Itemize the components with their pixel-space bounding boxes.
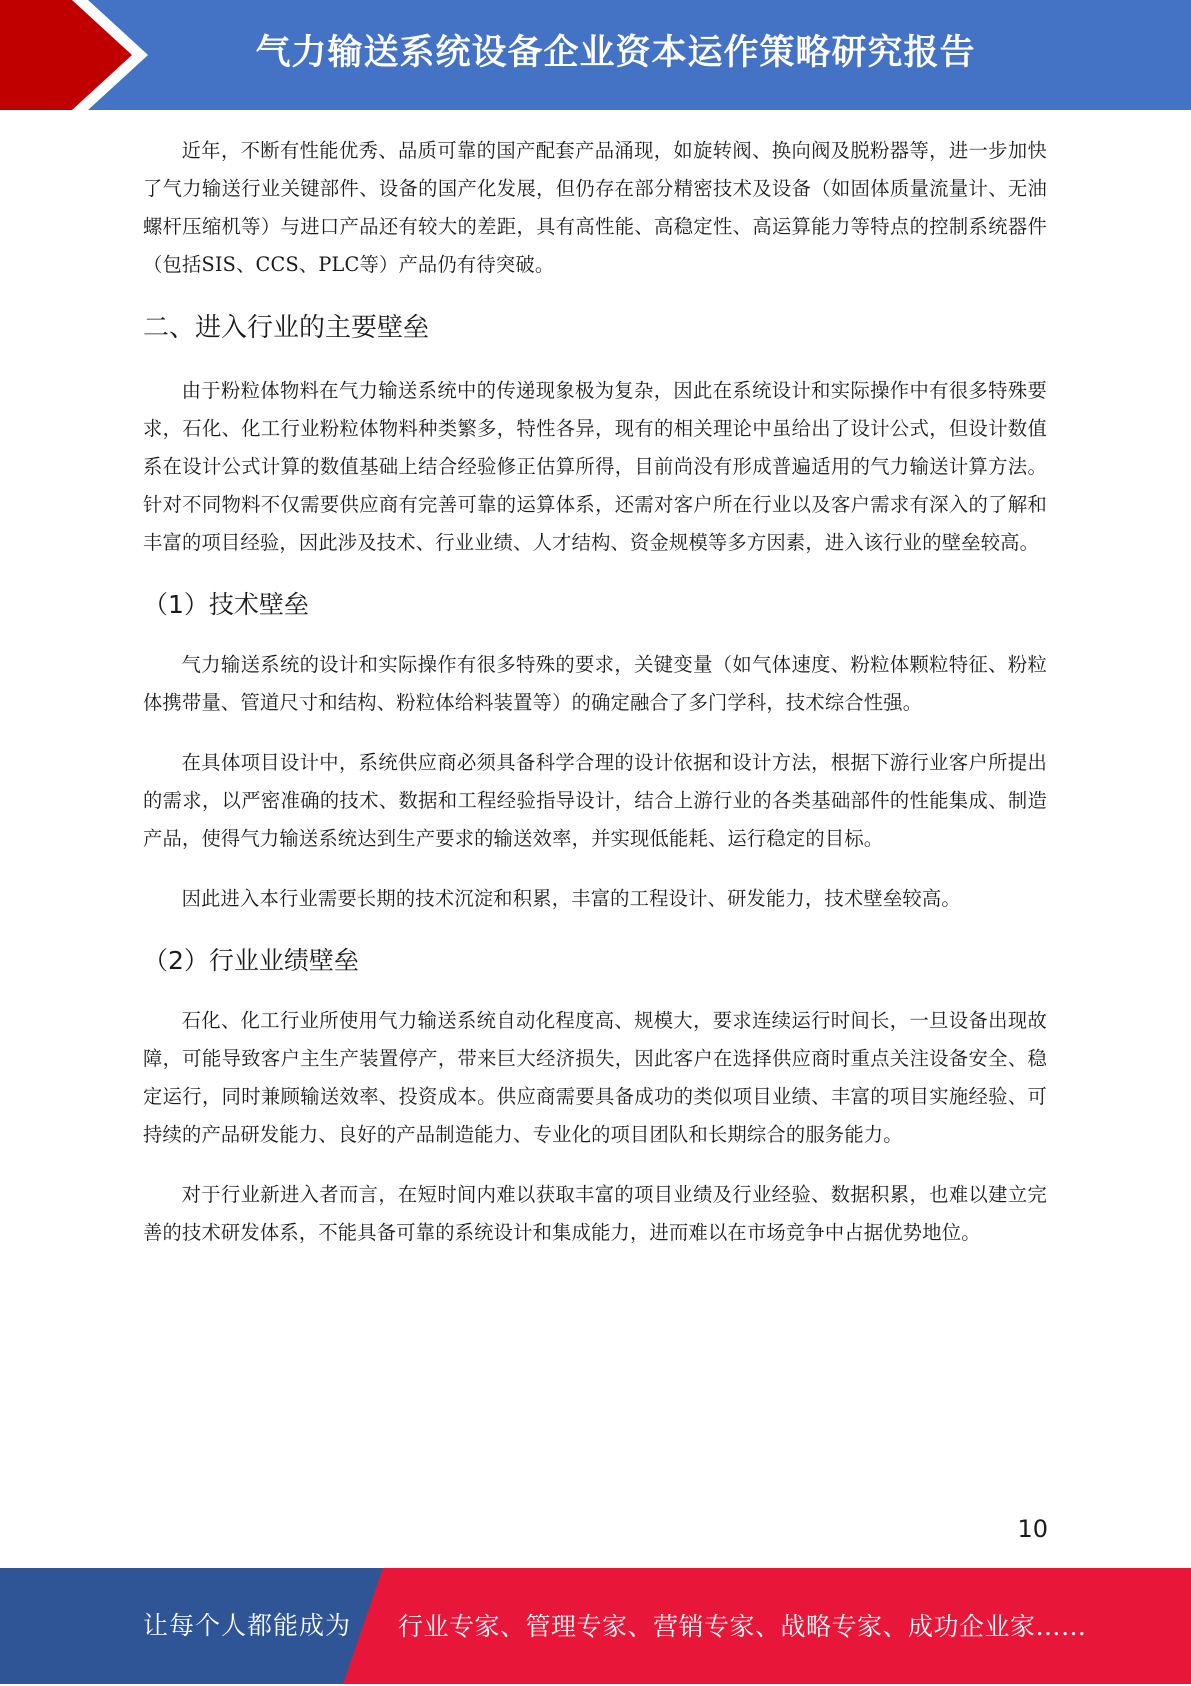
- technical-paragraph-1: 气力输送系统的设计和实际操作有很多特殊的要求，关键变量（如气体速度、粉粒体颗粒特征、粉粒体携带量、管道尺寸和结构、粉粒体给料装置等）的确定融合了多门学科，技术综合性强。: [143, 653, 1047, 714]
- performance-paragraph-1: 石化、化工行业所使用气力输送系统自动化程度高、规模大，要求连续运行时间长，一旦设备出现故障，可能导致客户主生产装置停产，带来巨大经济损失，因此客户在选择供应商时重点关注设备安全、稳定运行，同时兼顾输送效率、投资成本。供应商需要具备成功的类似项目业绩、丰富的项目实施经验、可持续的产品研发能力、良好的产品制造能力、专业化的项目团队和长期综合的服务能力。: [143, 1009, 1047, 1146]
- page-content: [143, 132, 1047, 1274]
- technical-paragraph-2: 在具体项目设计中，系统供应商必须具备科学合理的设计依据和设计方法，根据下游行业客户所提出的需求，以严密准确的技术、数据和工程经验指导设计，结合上游行业的各类基础部件的性能集成、制造产品，使得气力输送系统达到生产要求的输送效率，并实现低能耗、运行稳定的目标。: [143, 751, 1047, 850]
- performance-paragraph-2: 对于行业新进入者而言，在短时间内难以获取丰富的项目业绩及行业经验、数据积累，也难以建立完善的技术研发体系，不能具备可靠的系统设计和集成能力，进而难以在市场竞争中占据优势地位。: [143, 1183, 1047, 1244]
- technical-paragraph-3: 因此进入本行业需要长期的技术沉淀和积累，丰富的工程设计、研发能力，技术壁垒较高。: [181, 887, 961, 910]
- subsection-heading-performance: （2）行业业绩壁垒: [143, 946, 359, 975]
- section-heading-barriers: 二、进入行业的主要壁垒: [143, 313, 430, 343]
- report-title: 气力输送系统设备企业资本运作策略研究报告: [255, 33, 976, 73]
- footer-slogan-right: 行业专家、管理专家、营销专家、战略专家、成功企业家……: [398, 1612, 1087, 1641]
- section-paragraph: 由于粉粒体物料在气力输送系统中的传递现象极为复杂，因此在系统设计和实际操作中有很多特殊要求，石化、化工行业粉粒体物料种类繁多，特性各异，现有的相关理论中虽给出了设计公式，但设计数值系在设计公式计算的数值基础上结合经验修正估算所得，目前尚没有形成普遍适用的气力输送计算方法。针对不同物料不仅需要供应商有完善可靠的运算体系，还需对客户所在行业以及客户需求有深入的了解和丰富的项目经验，因此涉及技术、行业业绩、人才结构、资金规模等多方因素，进入该行业的壁垒较高。: [143, 379, 1047, 554]
- page-header: [0, 0, 1191, 110]
- page-footer: [0, 1568, 1191, 1684]
- page-number: 10: [1017, 1515, 1048, 1543]
- header-chevron-decoration: [0, 0, 160, 110]
- footer-slogan-left: 让每个人都能成为: [143, 1611, 352, 1640]
- intro-paragraph: 近年，不断有性能优秀、品质可靠的国产配套产品涌现，如旋转阀、换向阀及脱粉器等，进一步加快了气力输送行业关键部件、设备的国产化发展，但仍存在部分精密技术及设备（如固体质量流量计、无油螺杆压缩机等）与进口产品还有较大的差距，具有高性能、高稳定性、高运算能力等特点的控制系统器件（包括SIS、CCS、PLC等）产品仍有待突破。: [143, 139, 1047, 276]
- subsection-heading-technical: （1）技术壁垒: [143, 590, 309, 619]
